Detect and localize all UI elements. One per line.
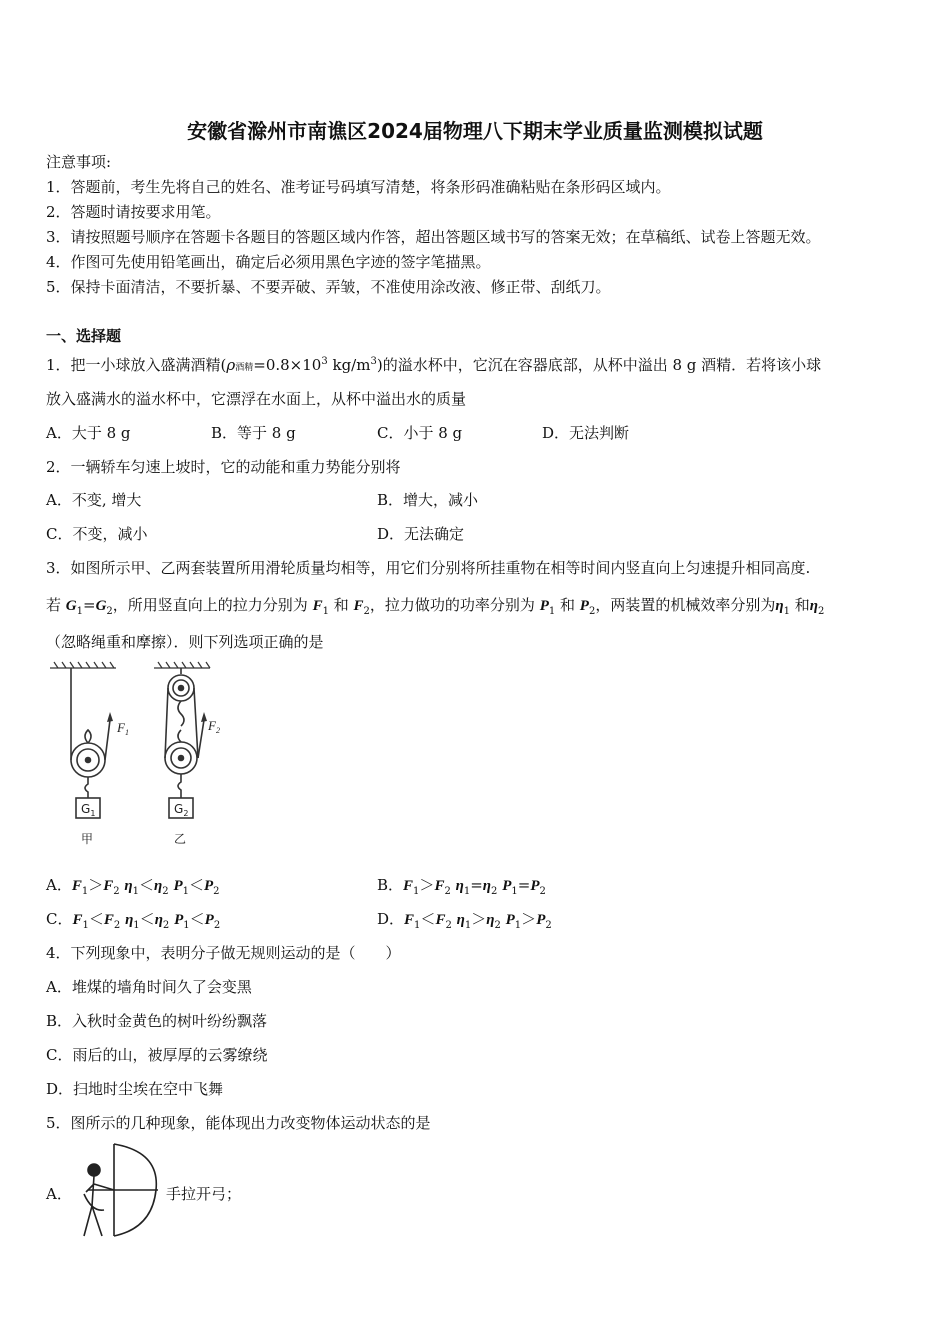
q3-stem-line2: 若 $G_1=G_2$，所用竖直向上的拉力分别为 $F_1$ 和 $F_2$，拉力做功的功率分别为 $P_1$ 和 $P_2$，两装置的机械效率分别为$\eta_1$ 和$\eta_2$	[46, 596, 825, 617]
g1-label: $G_1$	[81, 802, 96, 818]
q2-option-c[interactable]: C．不变，减小	[46, 525, 148, 543]
page-title: 安徽省滁州市南谯区2024届物理八下期末学业质量监测模拟试题	[187, 119, 763, 143]
notice-item: 3．请按照题号顺序在答题卡各题目的答题区域内作答，超出答题区域书写的答案无效；在草稿纸、试卷上答题无效。	[46, 228, 821, 246]
q4-option-d[interactable]: D．扫地时尘埃在空中飞舞	[46, 1080, 224, 1098]
q5-stem: 5．图所示的几种现象，能体现出力改变物体运动状态的是	[46, 1114, 431, 1132]
q1-option-d[interactable]: D．无法判断	[542, 424, 630, 442]
notice-heading: 注意事项:	[46, 153, 112, 171]
q1-option-c[interactable]: C．小于 8 g	[377, 424, 463, 442]
q3-stem-line3: （忽略绳重和摩擦）．则下列选项正确的是	[46, 633, 324, 651]
q3-option-b[interactable]: B．$F_1>F_2$ $\eta_1=\eta_2$ $P_1=P_2$	[377, 876, 546, 897]
q3-option-c[interactable]: C．$F_1<F_2$ $\eta_1<\eta_2$ $P_1<P_2$	[46, 910, 221, 931]
q3-stem-line1: 3．如图所示甲、乙两套装置所用滑轮质量均相等，用它们分别将所挂重物在相等时间内竖直向上匀速提升相同高度.	[46, 559, 811, 577]
q1-stem-line2: 放入盛满水的溢水杯中，它漂浮在水面上，从杯中溢出水的质量	[46, 390, 467, 408]
label-jia: 甲	[81, 832, 94, 846]
section-heading: 一、选择题	[46, 327, 122, 345]
g2-label: $G_2$	[174, 802, 189, 818]
pulley-jia	[71, 668, 110, 818]
q4-stem: 4．下列现象中，表明分子做无规则运动的是（ ）	[46, 944, 401, 962]
notice-item: 1．答题前，考生先将自己的姓名、准考证号码填写清楚，将条形码准确粘贴在条形码区域内。	[46, 178, 671, 196]
notice-item: 5．保持卡面清洁，不要折暴、不要弄破、弄皱，不准使用涂改液、修正带、刮纸刀。	[46, 278, 611, 296]
ceiling-jia	[50, 662, 116, 668]
archer-figure	[74, 1140, 160, 1240]
pulley-yi	[165, 668, 204, 818]
label-yi: 乙	[174, 832, 187, 846]
q4-option-b[interactable]: B．入秋时金黄色的树叶纷纷飘落	[46, 1012, 268, 1030]
q1-option-b[interactable]: B．等于 8 g	[211, 424, 296, 442]
q2-stem: 2．一辆轿车匀速上坡时，它的动能和重力势能分别将	[46, 458, 401, 476]
f1-label: $F_1$	[117, 720, 129, 737]
notice-item: 4．作图可先使用铅笔画出，确定后必须用黑色字迹的签字笔描黑。	[46, 253, 491, 271]
notice-item: 2．答题时请按要求用笔。	[46, 203, 221, 221]
q5-option-a-text[interactable]: 手拉开弓；	[166, 1185, 242, 1203]
q3-option-a[interactable]: A．$F_1>F_2$ $\eta_1<\eta_2$ $P_1<P_2$	[46, 876, 220, 897]
q2-option-a[interactable]: A．不变, 增大	[46, 491, 142, 509]
q1-option-a[interactable]: A．大于 8 g	[46, 424, 131, 442]
ceiling-yi	[154, 662, 210, 668]
q2-option-b[interactable]: B．增大，减小	[377, 491, 479, 509]
f2-label: $F_2$	[208, 718, 220, 735]
q1-stem-line1: 1．把一小球放入盛满酒精(ρ酒精$=0.8\times 10^3$ $kg/m^3$)的溢水杯中，它沉在容器底部，从杯中溢出 8 g 酒精．若将该小球	[46, 356, 822, 374]
pulley-figure	[44, 660, 224, 850]
q4-option-a[interactable]: A．堆煤的墙角时间久了会变黑	[46, 978, 252, 996]
q3-option-d[interactable]: D．$F_1<F_2$ $\eta_1>\eta_2$ $P_1>P_2$	[377, 910, 552, 931]
q5-option-a-letter[interactable]: A．	[46, 1185, 72, 1203]
q2-option-d[interactable]: D．无法确定	[377, 525, 465, 543]
q4-option-c[interactable]: C．雨后的山，被厚厚的云雾缭绕	[46, 1046, 268, 1064]
